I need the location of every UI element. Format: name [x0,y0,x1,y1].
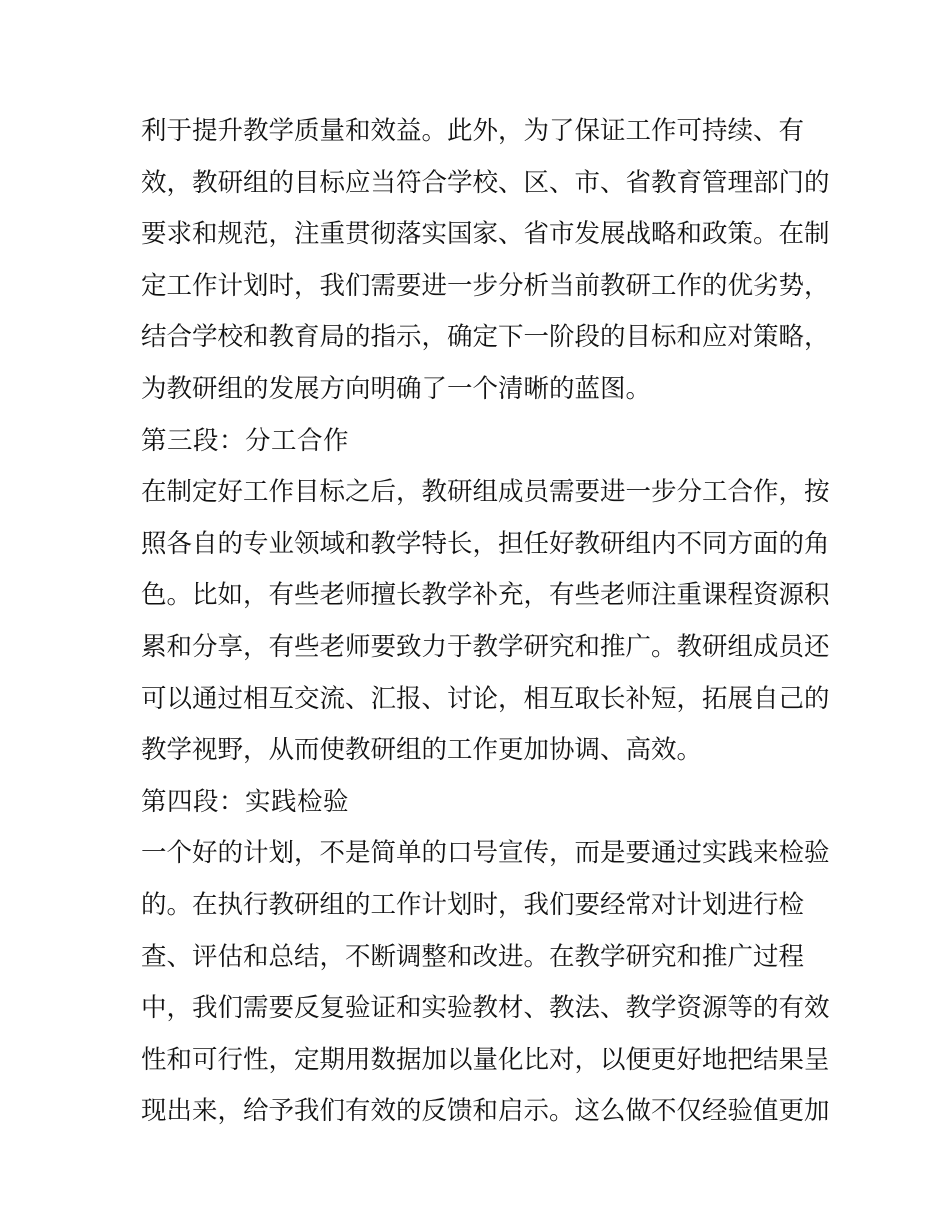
paragraph-line: 定工作计划时，我们需要进一步分析当前教研工作的优劣势， [141,270,830,301]
paragraph-line: 教学视野，从而使教研组的工作更加协调、高效。 [141,735,703,766]
section-heading: 第三段：分工合作 [141,425,350,456]
paragraph-line: 一个好的计划，不是简单的口号宣传，而是要通过实践来检验 [141,838,830,869]
paragraph-line: 现出来，给予我们有效的反馈和启示。这么做不仅经验值更加 [141,1096,830,1127]
paragraph-line: 查、评估和总结，不断调整和改进。在教学研究和推广过程 [141,941,805,972]
paragraph-line: 要求和规范，注重贯彻落实国家、省市发展战略和政策。在制 [141,219,830,250]
paragraph-line: 可以通过相互交流、汇报、讨论，相互取长补短，拓展自己的 [141,683,830,714]
paragraph-line: 累和分享，有些老师要致力于教学研究和推广。教研组成员还 [141,631,830,662]
paragraph-line: 在制定好工作目标之后，教研组成员需要进一步分工合作，按 [141,477,830,508]
paragraph-line: 性和可行性，定期用数据加以量化比对，以便更好地把结果呈 [141,1044,830,1075]
document-body [141,106,830,1138]
paragraph-line: 中，我们需要反复验证和实验教材、教法、教学资源等的有效 [141,993,830,1024]
paragraph-line: 利于提升教学质量和效益。此外，为了保证工作可持续、有 [141,116,805,146]
paragraph-line: 的。在执行教研组的工作计划时，我们要经常对计划进行检 [141,889,805,920]
paragraph-line: 照各自的专业领域和教学特长，担任好教研组内不同方面的角 [141,528,830,559]
paragraph-line: 为教研组的发展方向明确了一个清晰的蓝图。 [141,373,652,404]
paragraph-line: 效，教研组的目标应当符合学校、区、市、省教育管理部门的 [141,167,830,198]
paragraph-line: 色。比如，有些老师擅长教学补充，有些老师注重课程资源积 [141,580,830,611]
section-heading: 第四段：实践检验 [141,786,350,817]
paragraph-line: 结合学校和教育局的指示，确定下一阶段的目标和应对策略， [141,322,830,353]
